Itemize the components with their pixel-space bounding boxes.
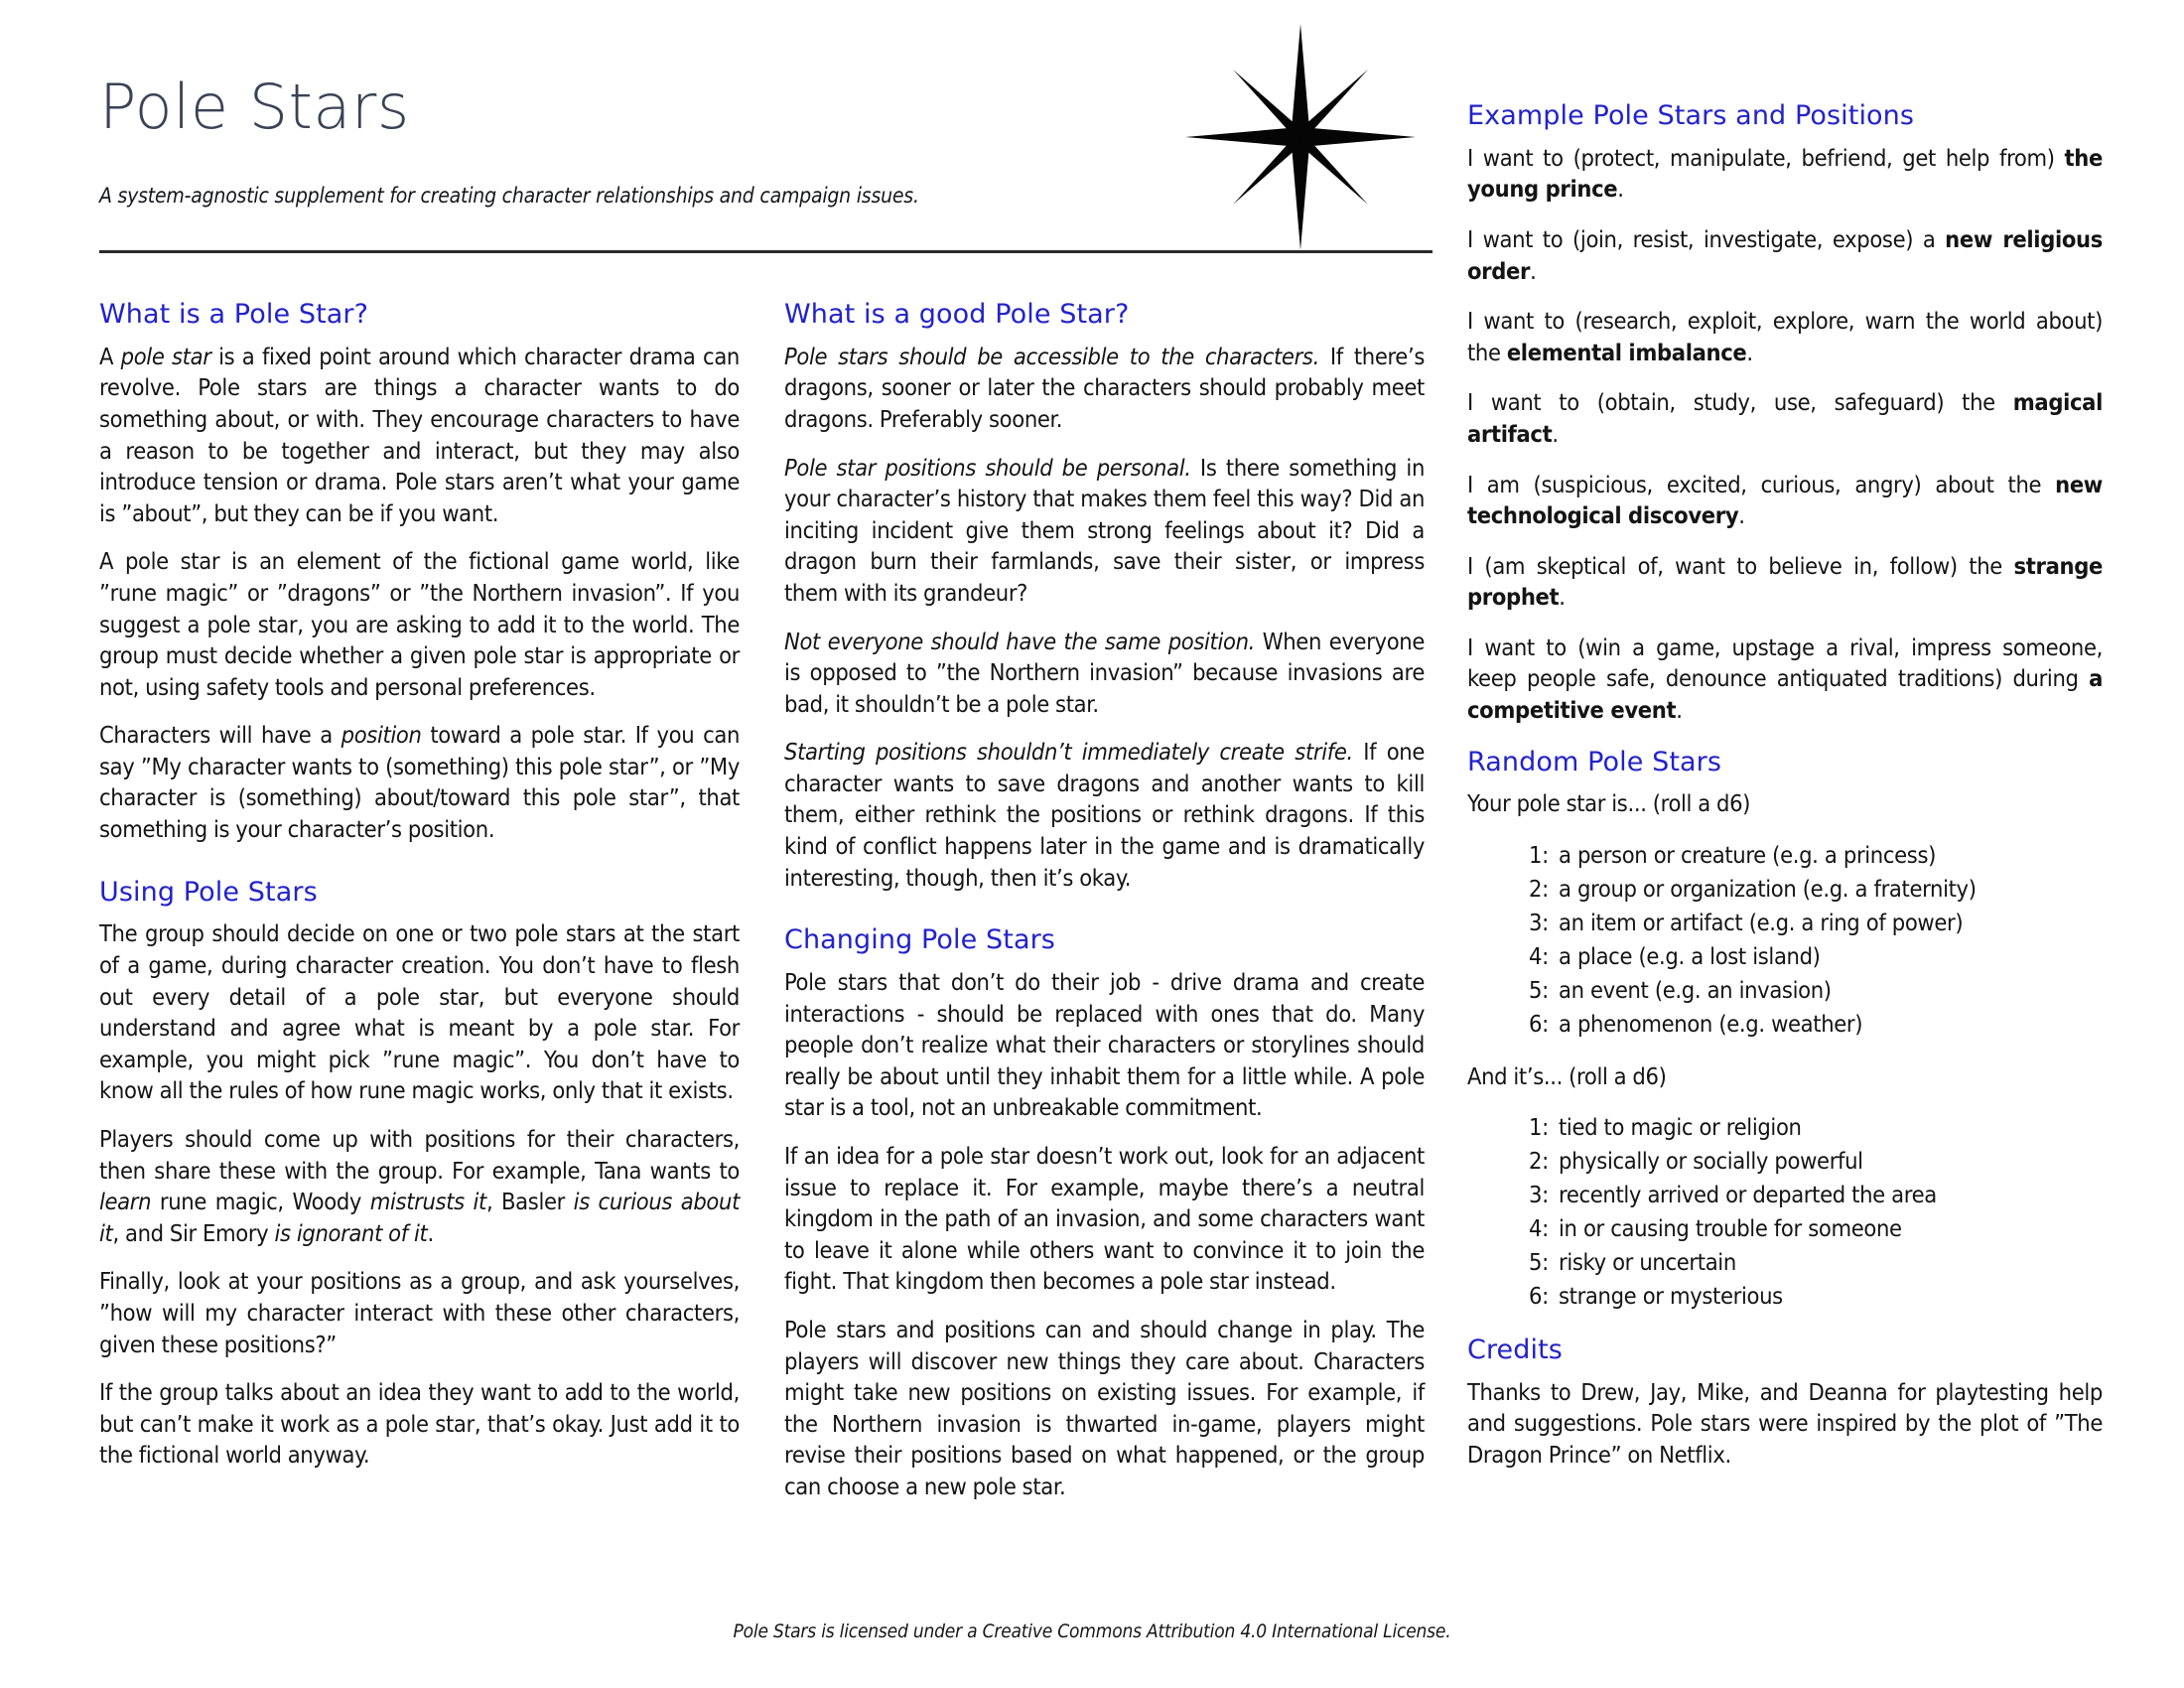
paragraph: I (am skeptical of, want to believe in, follow) the strange prophet.: [1467, 551, 2103, 612]
dice-roll-number: 5:: [1529, 1248, 1549, 1277]
dice-row: [1529, 1145, 2103, 1179]
paragraph: Not everyone should have the same position. When everyone is opposed to ”the Northern invasion” because invasions are bad, it shouldn’t be a pole star.: [784, 627, 1425, 718]
paragraph: I want to (win a game, upstage a rival, impress someone, keep people safe, denounce antiquated traditions) during a competitive event.: [1467, 633, 2103, 725]
random-table-two-prompt: And it’s... (roll a d6): [1467, 1061, 1667, 1090]
dice-row: [1529, 1008, 2103, 1042]
section-body-changing-pole-stars: [784, 967, 1425, 1503]
dice-roll-number: 1:: [1529, 841, 1549, 869]
dice-roll-number: 3:: [1529, 1181, 1549, 1209]
dice-row: [1529, 873, 2103, 907]
paragraph: I want to (join, resist, investigate, expose) a new religious order.: [1467, 224, 2103, 285]
paragraph: The group should decide on one or two pole stars at the start of a game, during character creation. You don’t have to flesh out every detail of a pole star, but everyone should understand and agree what is meant by a pole star. For example, you might pick ”rune magic”. You don’t have to know all the rules of how rune magic works, only that it exists.: [99, 919, 740, 1105]
dice-roll-number: 6:: [1529, 1009, 1549, 1038]
paragraph: Pole star positions should be personal. Is there something in your character’s history that makes them feel this way? Did an inciting incident give them strong feelings about it? Did a dragon burn their farmlands, save their sister, or impress them with its grandeur?: [784, 453, 1426, 607]
section-heading-what-is-a-good-pole-star: What is a good Pole Star?: [784, 299, 1130, 330]
dice-roll-number: 3:: [1529, 908, 1549, 936]
random-table-one: [1467, 839, 2103, 1042]
license-footer: Pole Stars is licensed under a Creative Commons Attribution 4.0 International License.: [733, 1620, 1451, 1642]
dice-row: [1529, 974, 2103, 1008]
dice-roll-number: 4:: [1529, 1214, 1549, 1243]
dice-roll-result: strange or mysterious: [1559, 1282, 1783, 1311]
compass-star-icon: [1176, 18, 1425, 256]
paragraph: A pole star is a fixed point around which character drama can revolve. Pole stars are things a character wants to do something about, or with. They encourage characters to have a reason to be together and interact, but they may also introduce tension or drama. Pole stars aren’t what your game is ”about”, but they can be if you want.: [99, 342, 740, 527]
dice-roll-number: 4:: [1529, 941, 1549, 970]
dice-roll-result: recently arrived or departed the area: [1559, 1181, 1937, 1209]
paragraph: If an idea for a pole star doesn’t work out, look for an adjacent issue to replace it. For example, maybe there’s a neutral kingdom in the path of an invasion, and some characters want to leave it alone while others want to convince it to join the fight. That kingdom then becomes a pole star instead.: [784, 1141, 1425, 1296]
section-heading-changing-pole-stars: Changing Pole Stars: [784, 924, 1055, 956]
dice-row: [1529, 1246, 2103, 1280]
paragraph: Pole stars and positions can and should change in play. The players will discover new things they care about. Characters might take new positions on existing issues. For example, if the Northern invasion is thwarted in-game, players might revise their positions based on what happened, or the group can choose a new pole star.: [784, 1315, 1425, 1500]
dice-roll-result: risky or uncertain: [1559, 1248, 1736, 1277]
example-pole-stars-list: [1467, 143, 2103, 727]
dice-row: [1529, 1179, 2103, 1212]
dice-roll-result: a place (e.g. a lost island): [1559, 941, 1821, 970]
section-body-what-is-a-good-pole-star: [784, 342, 1425, 895]
paragraph: Characters will have a position toward a pole star. If you can say ”My character wants to (something) this pole star”, or ”My character is (something) about/toward this pole star”, that something is your character’s position.: [99, 721, 740, 844]
dice-roll-result: in or causing trouble for someone: [1559, 1214, 1902, 1243]
column-one: [99, 298, 740, 1488]
credits-text: Thanks to Drew, Jay, Mike, and Deanna for playtesting help and suggestions. Pole stars were inspired by the plot of ”The Dragon Prince” on Netflix.: [1467, 1377, 2103, 1469]
dice-roll-number: 5:: [1529, 975, 1549, 1004]
page-title: Pole Stars: [99, 70, 410, 143]
paragraph: Players should come up with positions for their characters, then share these with the group. For example, Tana wants to learn rune magic, Woody mistrusts it, Basler is curious about it, and Sir Emory is ignorant of it.: [99, 1124, 740, 1247]
dice-row: [1529, 839, 2103, 873]
paragraph: Pole stars should be accessible to the characters. If there’s dragons, sooner or later the characters should probably meet dragons. Preferably sooner.: [784, 342, 1425, 433]
column-two: [784, 298, 1425, 1520]
dice-roll-result: an event (e.g. an invasion): [1559, 975, 1832, 1004]
paragraph: Finally, look at your positions as a group, and ask yourselves, ”how will my character interact with these other characters, given these positions?”: [99, 1267, 740, 1358]
section-heading-example-pole-stars: Example Pole Stars and Positions: [1467, 100, 1915, 131]
section-body-using-pole-stars: [99, 918, 740, 1472]
paragraph: Pole stars that don’t do their job - drive drama and create interactions - should be replaced with ones that do. Many people don’t realize what their characters or storylines should really be about until they inhabit them for a little while. A pole star is a tool, not an unbreakable commitment.: [784, 968, 1425, 1122]
random-table-two: [1467, 1111, 2103, 1314]
paragraph: I want to (protect, manipulate, befriend, get help from) the young prince.: [1467, 143, 2103, 204]
column-three: [1467, 99, 2103, 1490]
paragraph: I want to (obtain, study, use, safeguard) the magical artifact.: [1467, 388, 2103, 448]
section-heading-using-pole-stars: Using Pole Stars: [99, 876, 318, 908]
dice-roll-number: 2:: [1529, 1147, 1549, 1176]
dice-roll-number: 6:: [1529, 1282, 1549, 1311]
dice-row: [1529, 1280, 2103, 1314]
random-table-one-prompt: Your pole star is... (roll a d6): [1467, 789, 1751, 818]
dice-roll-result: an item or artifact (e.g. a ring of power): [1559, 908, 1964, 936]
dice-roll-number: 1:: [1529, 1113, 1549, 1142]
dice-roll-result: tied to magic or religion: [1559, 1113, 1802, 1142]
dice-roll-result: physically or socially powerful: [1559, 1147, 1863, 1176]
section-heading-what-is-a-pole-star: What is a Pole Star?: [99, 299, 369, 330]
section-heading-random-pole-stars: Random Pole Stars: [1467, 746, 1722, 777]
paragraph: I am (suspicious, excited, curious, angry) about the new technological discovery.: [1467, 470, 2103, 530]
dice-roll-result: a group or organization (e.g. a fraternity): [1559, 874, 1977, 903]
dice-row: [1529, 907, 2103, 940]
dice-roll-number: 2:: [1529, 874, 1549, 903]
dice-row: [1529, 940, 2103, 974]
dice-row: [1529, 1212, 2103, 1246]
paragraph: A pole star is an element of the fictional game world, like ”rune magic” or ”dragons” or ”the Northern invasion”. If you suggest a pole star, you are asking to add it to the world. The group must decide whether a given pole star is appropriate or not, using safety tools and personal preferences.: [99, 547, 740, 701]
paragraph: I want to (research, exploit, explore, warn the world about) the elemental imbalance.: [1467, 307, 2103, 366]
page-subtitle: A system-agnostic supplement for creating character relationships and campaign issues.: [99, 184, 919, 208]
dice-roll-result: a person or creature (e.g. a princess): [1559, 841, 1937, 869]
section-body-what-is-a-pole-star: [99, 342, 740, 846]
paragraph: Starting positions shouldn’t immediately create strife. If one character wants to save dragons and another wants to kill them, either rethink the positions or rethink dragons. If this kind of conflict happens later in the game and is dramatically interesting, though, then it’s okay.: [784, 738, 1425, 892]
paragraph: If the group talks about an idea they want to add to the world, but can’t make it work as a pole star, that’s okay. Just add it to the fictional world anyway.: [99, 1378, 740, 1470]
dice-roll-result: a phenomenon (e.g. weather): [1559, 1009, 1863, 1038]
dice-row: [1529, 1111, 2103, 1145]
section-heading-credits: Credits: [1467, 1335, 1563, 1366]
